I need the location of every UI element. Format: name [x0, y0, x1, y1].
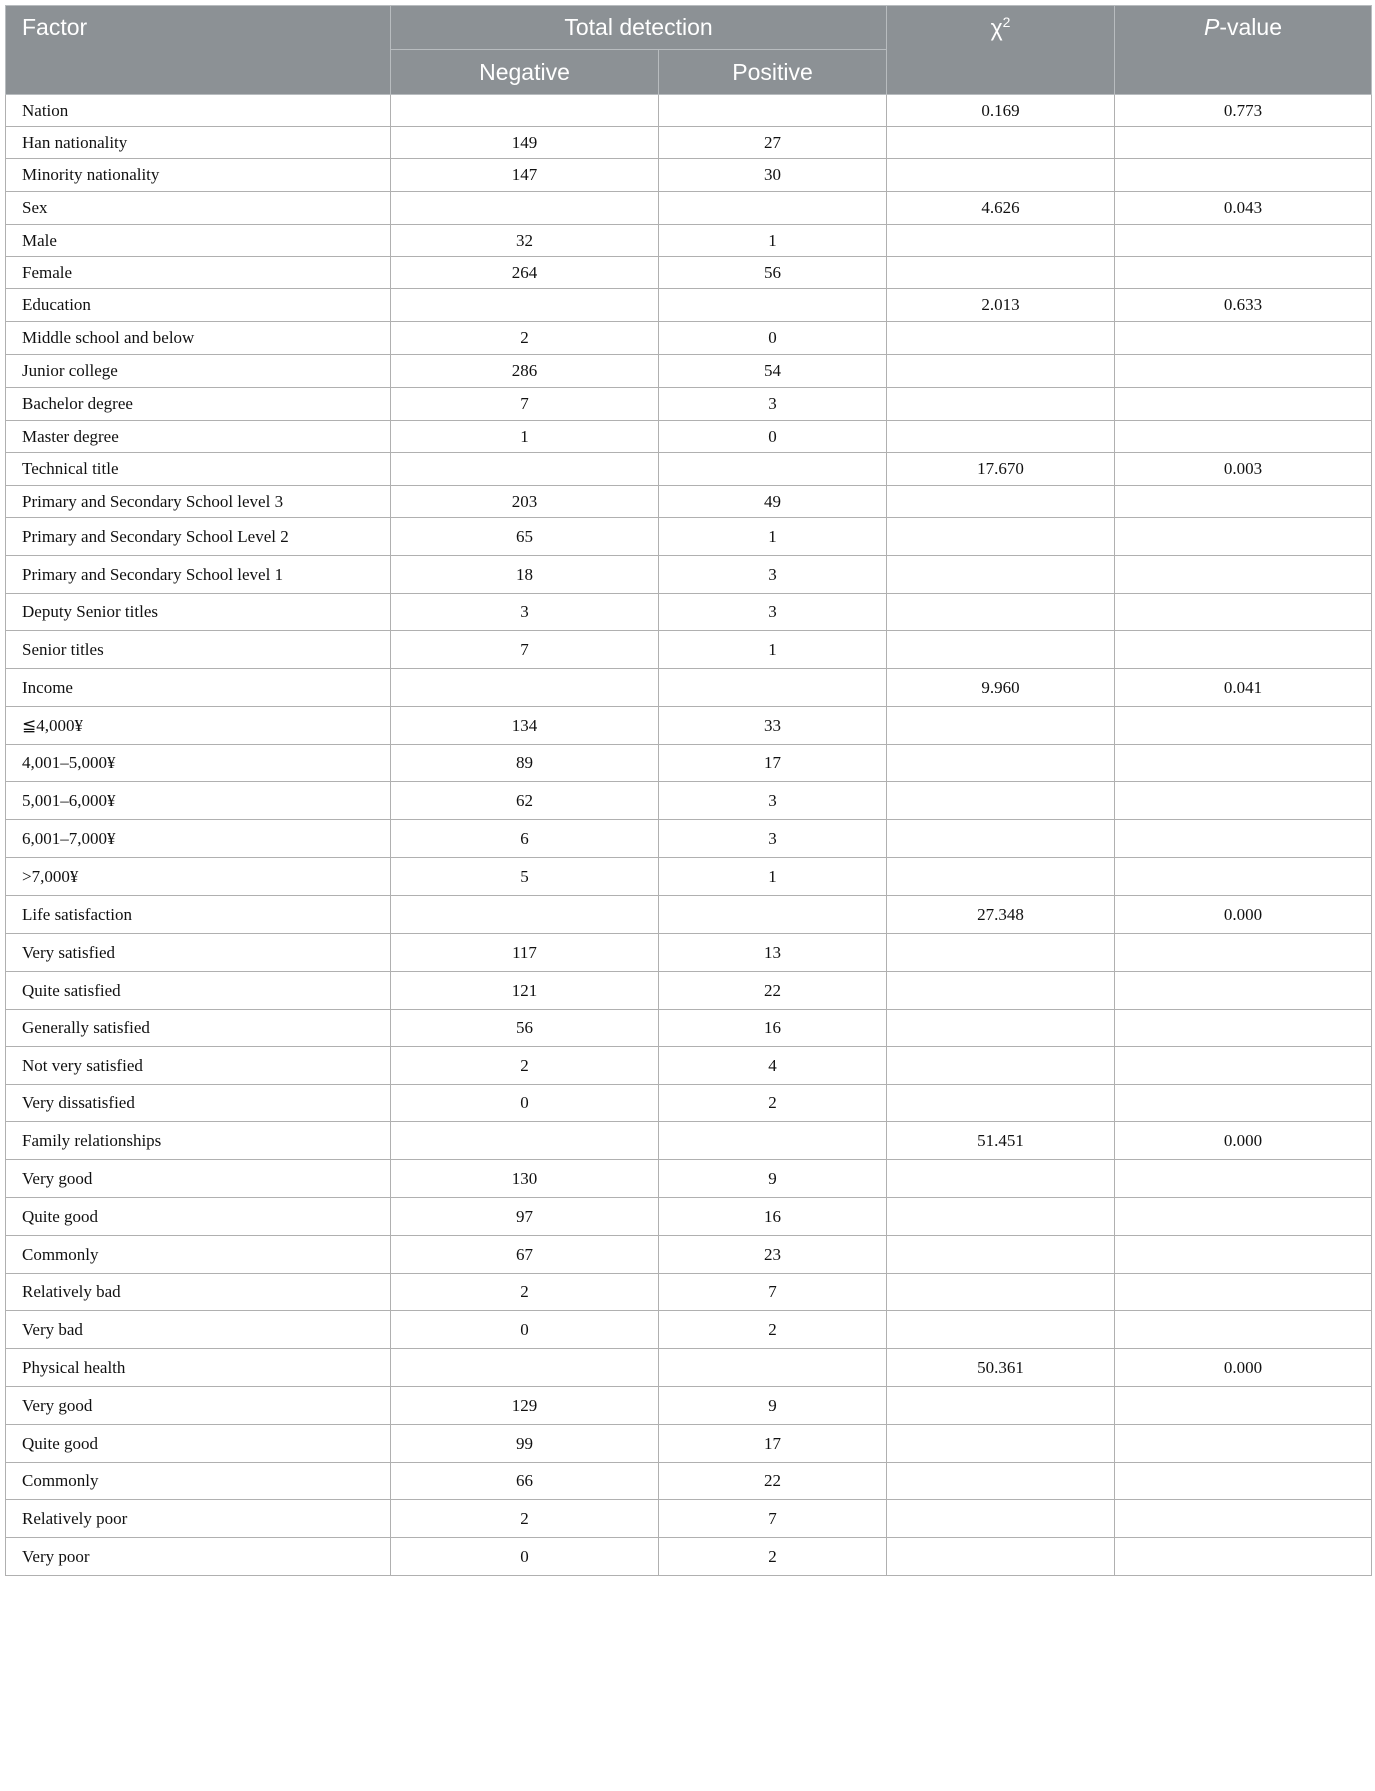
cell-positive: 17 [659, 745, 887, 782]
cell-chi-square [887, 972, 1115, 1010]
cell-p-value: 0.003 [1115, 453, 1372, 486]
table-row [6, 1010, 1372, 1047]
cell-chi-square: 50.361 [887, 1349, 1115, 1387]
cell-chi-square: 0.169 [887, 95, 1115, 127]
cell-chi-square [887, 820, 1115, 858]
cell-p-value [1115, 1425, 1372, 1463]
cell-chi-square [887, 322, 1115, 355]
header-p-value [1115, 6, 1372, 95]
cell-p-value [1115, 388, 1372, 421]
cell-negative: 65 [391, 518, 659, 556]
cell-negative: 117 [391, 934, 659, 972]
cell-positive: 27 [659, 127, 887, 159]
cell-factor: Life satisfaction [6, 896, 391, 934]
header-negative: Negative [391, 50, 659, 95]
cell-p-value [1115, 782, 1372, 820]
cell-p-value [1115, 1274, 1372, 1311]
cell-positive: 54 [659, 355, 887, 388]
cell-factor: 4,001–5,000¥ [6, 745, 391, 782]
table-row [6, 95, 1372, 127]
cell-positive: 33 [659, 707, 887, 745]
cell-negative: 89 [391, 745, 659, 782]
cell-positive: 1 [659, 631, 887, 669]
cell-positive [659, 95, 887, 127]
cell-negative: 6 [391, 820, 659, 858]
cell-chi-square [887, 1425, 1115, 1463]
cell-p-value [1115, 820, 1372, 858]
table-row [6, 355, 1372, 388]
cell-factor: Commonly [6, 1236, 391, 1274]
cell-chi-square [887, 745, 1115, 782]
cell-p-value [1115, 631, 1372, 669]
cell-positive [659, 192, 887, 225]
cell-positive: 9 [659, 1160, 887, 1198]
table-row [6, 858, 1372, 896]
table-row [6, 1538, 1372, 1576]
cell-positive: 4 [659, 1047, 887, 1085]
cell-p-value [1115, 1463, 1372, 1500]
cell-chi-square [887, 1463, 1115, 1500]
cell-positive: 3 [659, 594, 887, 631]
cell-positive [659, 453, 887, 486]
header-chi-square [887, 6, 1115, 95]
table-row [6, 820, 1372, 858]
cell-negative: 2 [391, 1500, 659, 1538]
table-row [6, 322, 1372, 355]
table-row [6, 453, 1372, 486]
cell-chi-square [887, 594, 1115, 631]
cell-chi-square [887, 631, 1115, 669]
table-row [6, 1463, 1372, 1500]
cell-p-value [1115, 1047, 1372, 1085]
cell-factor: Quite satisfied [6, 972, 391, 1010]
cell-chi-square: 4.626 [887, 192, 1115, 225]
cell-factor: Female [6, 257, 391, 289]
cell-negative: 7 [391, 388, 659, 421]
cell-chi-square: 51.451 [887, 1122, 1115, 1160]
cell-negative: 129 [391, 1387, 659, 1425]
table-row [6, 159, 1372, 192]
cell-chi-square [887, 1085, 1115, 1122]
cell-negative: 7 [391, 631, 659, 669]
table-row [6, 518, 1372, 556]
cell-factor: Education [6, 289, 391, 322]
cell-factor: Bachelor degree [6, 388, 391, 421]
table-row [6, 421, 1372, 453]
cell-negative [391, 453, 659, 486]
cell-negative: 264 [391, 257, 659, 289]
chi-symbol: χ [990, 14, 1003, 41]
table-row [6, 225, 1372, 257]
cell-chi-square: 17.670 [887, 453, 1115, 486]
cell-factor: Master degree [6, 421, 391, 453]
cell-positive: 16 [659, 1010, 887, 1047]
cell-p-value [1115, 934, 1372, 972]
cell-negative: 2 [391, 322, 659, 355]
cell-p-value [1115, 127, 1372, 159]
cell-positive: 3 [659, 820, 887, 858]
header-positive: Positive [659, 50, 887, 95]
cell-negative: 2 [391, 1274, 659, 1311]
cell-chi-square [887, 858, 1115, 896]
cell-factor: Very satisfied [6, 934, 391, 972]
cell-factor: Sex [6, 192, 391, 225]
cell-factor: Technical title [6, 453, 391, 486]
cell-positive: 1 [659, 858, 887, 896]
table-row [6, 631, 1372, 669]
cell-chi-square [887, 556, 1115, 594]
cell-chi-square [887, 518, 1115, 556]
cell-negative: 67 [391, 1236, 659, 1274]
cell-p-value [1115, 355, 1372, 388]
cell-chi-square [887, 1274, 1115, 1311]
table-row [6, 486, 1372, 518]
cell-negative: 149 [391, 127, 659, 159]
cell-p-value [1115, 159, 1372, 192]
cell-negative: 147 [391, 159, 659, 192]
cell-negative: 0 [391, 1085, 659, 1122]
cell-factor: Quite good [6, 1198, 391, 1236]
header-total-detection: Total detection [391, 6, 887, 50]
cell-chi-square [887, 1198, 1115, 1236]
cell-p-value: 0.000 [1115, 1349, 1372, 1387]
table-row [6, 1122, 1372, 1160]
cell-negative [391, 1349, 659, 1387]
table-row [6, 1274, 1372, 1311]
cell-positive: 7 [659, 1274, 887, 1311]
p-italic: P [1204, 14, 1220, 40]
cell-positive [659, 289, 887, 322]
cell-negative: 32 [391, 225, 659, 257]
cell-p-value [1115, 972, 1372, 1010]
cell-positive: 49 [659, 486, 887, 518]
cell-positive: 3 [659, 782, 887, 820]
table-row [6, 934, 1372, 972]
cell-p-value [1115, 1500, 1372, 1538]
table-row [6, 1425, 1372, 1463]
cell-factor: Primary and Secondary School Level 2 [6, 518, 391, 556]
cell-p-value: 0.000 [1115, 896, 1372, 934]
cell-factor: Physical health [6, 1349, 391, 1387]
cell-positive: 22 [659, 972, 887, 1010]
cell-chi-square [887, 1311, 1115, 1349]
table-row [6, 1236, 1372, 1274]
cell-factor: Senior titles [6, 631, 391, 669]
cell-chi-square [887, 1500, 1115, 1538]
cell-negative: 130 [391, 1160, 659, 1198]
cell-p-value [1115, 1160, 1372, 1198]
cell-p-value [1115, 257, 1372, 289]
table-row [6, 1198, 1372, 1236]
cell-factor: Very dissatisfied [6, 1085, 391, 1122]
cell-factor: Nation [6, 95, 391, 127]
cell-factor: Primary and Secondary School level 3 [6, 486, 391, 518]
cell-chi-square [887, 1538, 1115, 1576]
cell-p-value [1115, 225, 1372, 257]
cell-p-value [1115, 322, 1372, 355]
cell-factor: Quite good [6, 1425, 391, 1463]
cell-factor: Relatively bad [6, 1274, 391, 1311]
cell-negative: 1 [391, 421, 659, 453]
cell-positive: 17 [659, 1425, 887, 1463]
table-row [6, 1387, 1372, 1425]
cell-factor: Relatively poor [6, 1500, 391, 1538]
cell-chi-square [887, 225, 1115, 257]
cell-positive [659, 1122, 887, 1160]
cell-positive: 3 [659, 388, 887, 421]
cell-positive: 13 [659, 934, 887, 972]
cell-p-value [1115, 707, 1372, 745]
cell-positive: 0 [659, 322, 887, 355]
cell-negative [391, 192, 659, 225]
cell-p-value [1115, 421, 1372, 453]
cell-p-value [1115, 486, 1372, 518]
cell-positive: 2 [659, 1085, 887, 1122]
cell-chi-square [887, 127, 1115, 159]
table-row [6, 1349, 1372, 1387]
cell-factor: 6,001–7,000¥ [6, 820, 391, 858]
table-row [6, 127, 1372, 159]
cell-factor: Family relationships [6, 1122, 391, 1160]
cell-chi-square [887, 934, 1115, 972]
cell-positive: 1 [659, 225, 887, 257]
cell-factor: Very bad [6, 1311, 391, 1349]
table-row [6, 257, 1372, 289]
cell-negative: 66 [391, 1463, 659, 1500]
cell-negative: 203 [391, 486, 659, 518]
cell-factor: Minority nationality [6, 159, 391, 192]
cell-negative [391, 1122, 659, 1160]
cell-positive: 23 [659, 1236, 887, 1274]
cell-chi-square [887, 355, 1115, 388]
cell-p-value [1115, 1387, 1372, 1425]
cell-chi-square [887, 421, 1115, 453]
cell-positive [659, 896, 887, 934]
cell-chi-square [887, 1010, 1115, 1047]
cell-positive: 2 [659, 1311, 887, 1349]
table-row [6, 192, 1372, 225]
table-row [6, 1160, 1372, 1198]
cell-p-value [1115, 858, 1372, 896]
table-row [6, 896, 1372, 934]
chi-superscript: 2 [1002, 14, 1011, 30]
cell-p-value [1115, 1198, 1372, 1236]
cell-p-value [1115, 1311, 1372, 1349]
cell-chi-square: 2.013 [887, 289, 1115, 322]
cell-factor: Han nationality [6, 127, 391, 159]
cell-negative [391, 95, 659, 127]
cell-negative: 18 [391, 556, 659, 594]
cell-positive: 22 [659, 1463, 887, 1500]
cell-factor: Male [6, 225, 391, 257]
cell-chi-square [887, 1236, 1115, 1274]
cell-negative: 2 [391, 1047, 659, 1085]
cell-chi-square [887, 1160, 1115, 1198]
cell-negative: 5 [391, 858, 659, 896]
cell-chi-square [887, 782, 1115, 820]
cell-p-value: 0.000 [1115, 1122, 1372, 1160]
cell-chi-square [887, 1047, 1115, 1085]
cell-p-value: 0.041 [1115, 669, 1372, 707]
table-header [6, 6, 1372, 95]
cell-positive: 2 [659, 1538, 887, 1576]
cell-p-value [1115, 1538, 1372, 1576]
cell-factor: Commonly [6, 1463, 391, 1500]
cell-factor: Very good [6, 1387, 391, 1425]
table-row [6, 289, 1372, 322]
cell-negative: 99 [391, 1425, 659, 1463]
table-row [6, 594, 1372, 631]
cell-negative: 286 [391, 355, 659, 388]
cell-positive: 56 [659, 257, 887, 289]
cell-chi-square [887, 388, 1115, 421]
table-body [6, 95, 1372, 1576]
cell-p-value [1115, 556, 1372, 594]
cell-chi-square: 27.348 [887, 896, 1115, 934]
cell-p-value: 0.043 [1115, 192, 1372, 225]
cell-negative: 97 [391, 1198, 659, 1236]
cell-factor: Middle school and below [6, 322, 391, 355]
cell-positive: 16 [659, 1198, 887, 1236]
cell-chi-square: 9.960 [887, 669, 1115, 707]
cell-factor: 5,001–6,000¥ [6, 782, 391, 820]
cell-negative [391, 896, 659, 934]
cell-factor: Primary and Secondary School level 1 [6, 556, 391, 594]
table-row [6, 1085, 1372, 1122]
cell-p-value [1115, 518, 1372, 556]
table-row [6, 745, 1372, 782]
results-table [5, 5, 1372, 1576]
table-row [6, 1311, 1372, 1349]
cell-p-value [1115, 1010, 1372, 1047]
cell-negative: 121 [391, 972, 659, 1010]
cell-p-value: 0.773 [1115, 95, 1372, 127]
cell-factor: Deputy Senior titles [6, 594, 391, 631]
cell-factor: Very good [6, 1160, 391, 1198]
cell-positive: 9 [659, 1387, 887, 1425]
cell-positive: 7 [659, 1500, 887, 1538]
table-row [6, 1047, 1372, 1085]
cell-positive [659, 1349, 887, 1387]
cell-p-value [1115, 594, 1372, 631]
table-row [6, 556, 1372, 594]
cell-p-value [1115, 1236, 1372, 1274]
cell-chi-square [887, 486, 1115, 518]
cell-positive: 3 [659, 556, 887, 594]
p-suffix: -value [1219, 14, 1283, 40]
cell-negative [391, 669, 659, 707]
cell-positive [659, 669, 887, 707]
cell-factor: >7,000¥ [6, 858, 391, 896]
cell-chi-square [887, 1387, 1115, 1425]
cell-factor: Not very satisfied [6, 1047, 391, 1085]
table-row [6, 669, 1372, 707]
cell-factor: Very poor [6, 1538, 391, 1576]
cell-negative: 0 [391, 1538, 659, 1576]
cell-factor: Income [6, 669, 391, 707]
cell-negative: 0 [391, 1311, 659, 1349]
cell-factor: Junior college [6, 355, 391, 388]
cell-positive: 1 [659, 518, 887, 556]
cell-positive: 30 [659, 159, 887, 192]
cell-negative: 62 [391, 782, 659, 820]
cell-factor: ≦4,000¥ [6, 707, 391, 745]
table-row [6, 707, 1372, 745]
cell-negative: 134 [391, 707, 659, 745]
cell-positive: 0 [659, 421, 887, 453]
cell-p-value [1115, 745, 1372, 782]
cell-negative: 56 [391, 1010, 659, 1047]
table-row [6, 1500, 1372, 1538]
header-factor: Factor [6, 6, 391, 95]
cell-chi-square [887, 707, 1115, 745]
cell-factor: Generally satisfied [6, 1010, 391, 1047]
cell-p-value: 0.633 [1115, 289, 1372, 322]
cell-p-value [1115, 1085, 1372, 1122]
table-row [6, 388, 1372, 421]
table-row [6, 972, 1372, 1010]
cell-negative: 3 [391, 594, 659, 631]
cell-negative [391, 289, 659, 322]
cell-chi-square [887, 159, 1115, 192]
table-row [6, 782, 1372, 820]
cell-chi-square [887, 257, 1115, 289]
